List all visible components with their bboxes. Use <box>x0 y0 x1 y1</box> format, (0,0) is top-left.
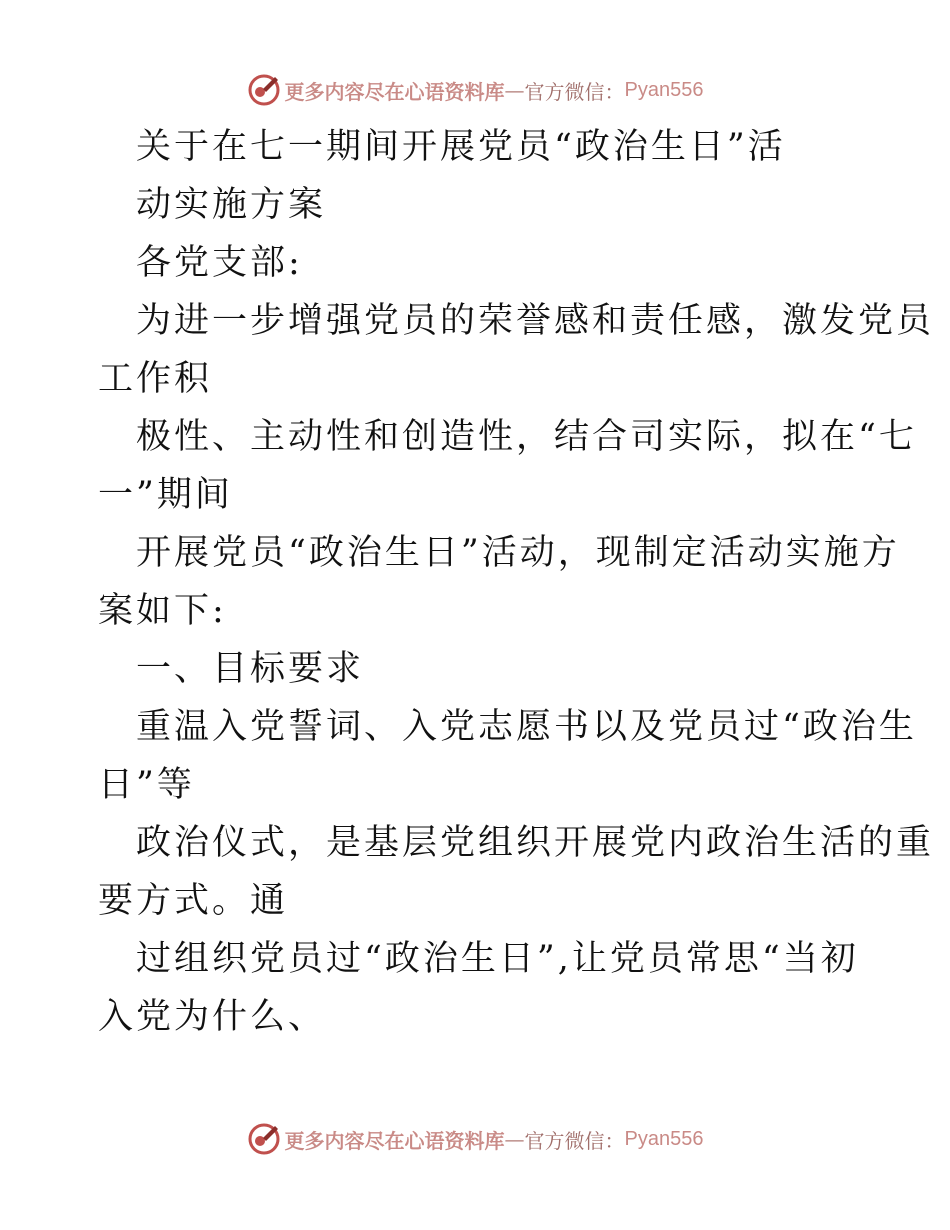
watermark-dash: — <box>504 78 525 102</box>
pen-logo-icon <box>247 73 281 107</box>
watermark-main-text: 更多内容尽在心语资料库 <box>284 79 505 104</box>
watermark-main-text: 更多内容尽在心语资料库 <box>284 1128 505 1153</box>
watermark-sub-text: 官方微信： <box>524 1128 625 1153</box>
watermark-id: Pyan556 <box>624 78 704 101</box>
pen-logo-icon <box>247 1122 281 1156</box>
text-line: 极性、主动性和创造性，结合司实际，拟在“七 <box>136 417 917 457</box>
text-line: 重温入党誓词、入党志愿书以及党员过“政治生 <box>136 707 917 747</box>
text-line: 工作积 <box>98 359 213 399</box>
watermark-dash: — <box>504 1127 525 1151</box>
watermark-id: Pyan556 <box>624 1127 704 1150</box>
document-body <box>98 118 935 1046</box>
text-line: 入党为什么、 <box>98 997 327 1037</box>
text-line: 日”等 <box>98 765 195 805</box>
section-heading: 一、目标要求 <box>136 649 365 689</box>
text-line: 案如下: <box>98 591 227 631</box>
text-line: 政治仪式，是基层党组织开展党内政治生活的重 <box>136 823 935 863</box>
text-line: 一”期间 <box>98 475 233 515</box>
text-line: 为进一步增强党员的荣誉感和责任感，激发党员 <box>136 301 935 341</box>
text-line: 各党支部: <box>136 243 303 283</box>
footer-watermark <box>0 1119 950 1159</box>
text-line: 过组织党员过“政治生日”,让党员常思“当初 <box>136 939 859 979</box>
text-line: 开展党员“政治生日”活动，现制定活动实施方 <box>136 533 900 573</box>
header-watermark <box>0 70 950 110</box>
text-line: 要方式。通 <box>98 881 289 921</box>
text-line: 动实施方案 <box>136 185 327 225</box>
text-line: 关于在七一期间开展党员“政治生日”活 <box>136 127 786 167</box>
watermark-sub-text: 官方微信： <box>524 79 625 104</box>
